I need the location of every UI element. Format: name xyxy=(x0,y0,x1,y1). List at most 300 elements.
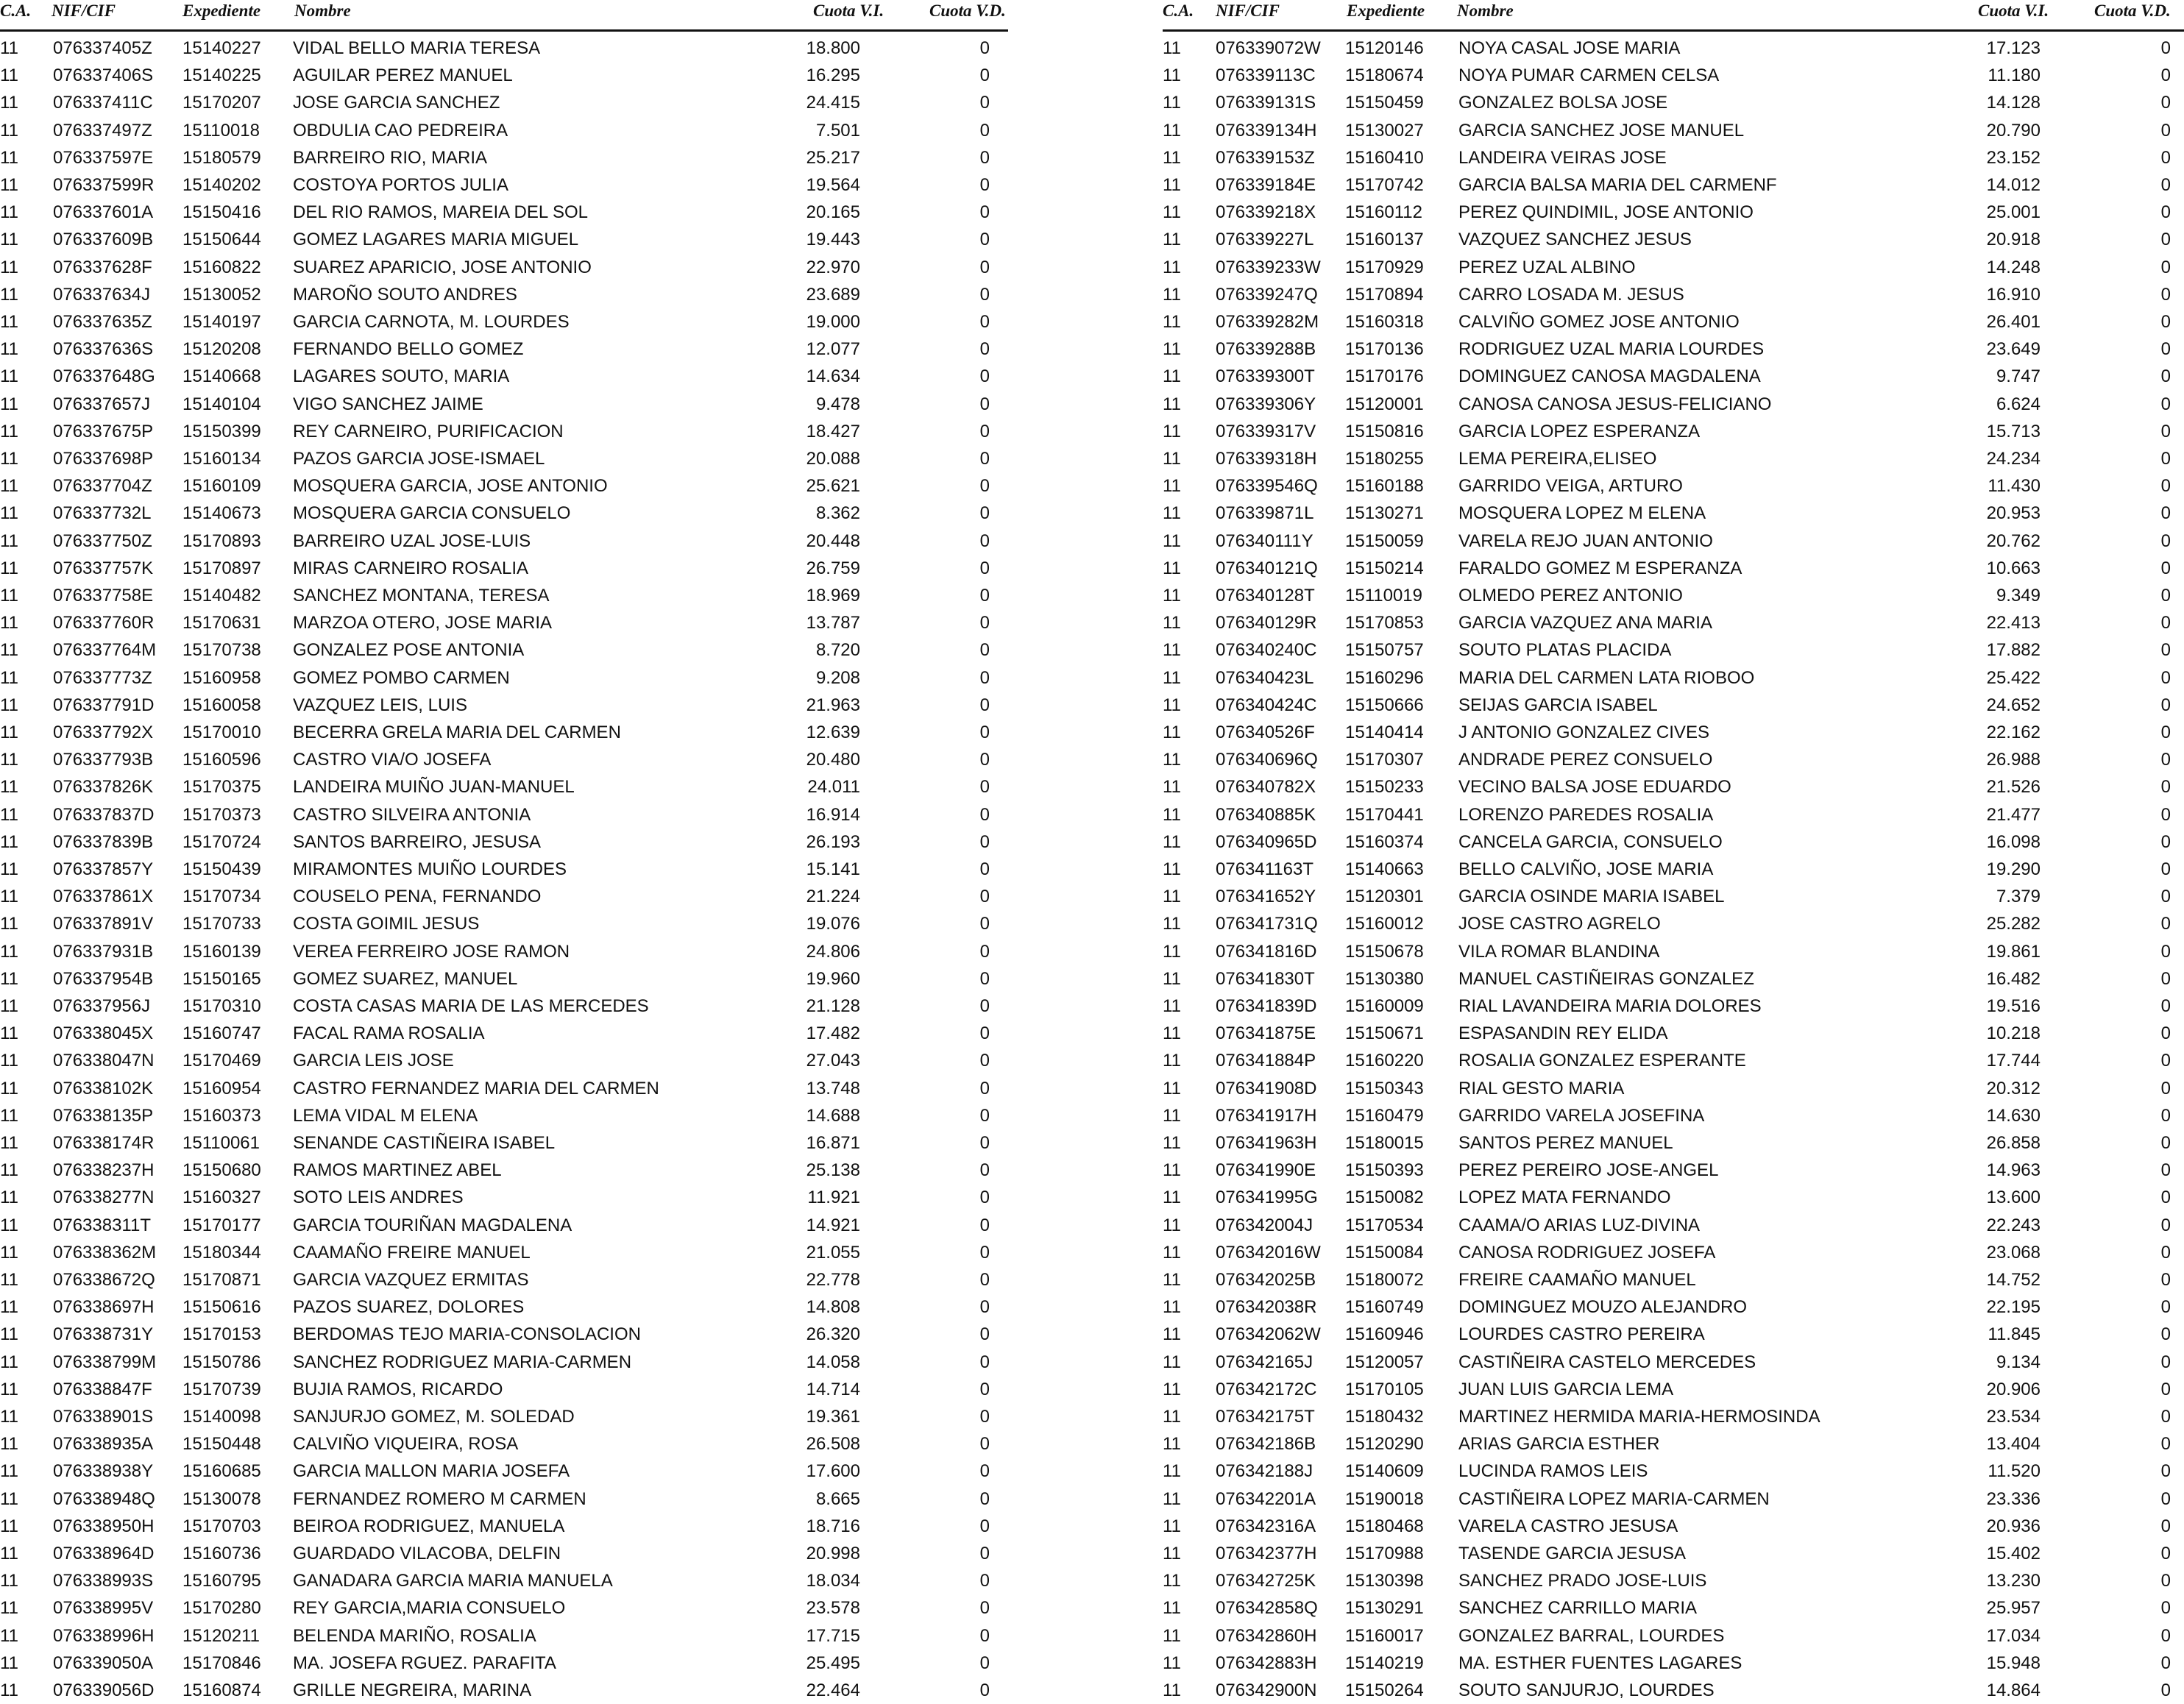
row-cuota-vd: 0 xyxy=(979,394,990,414)
table-row xyxy=(1163,1075,2184,1102)
row-ca: 11 xyxy=(0,914,18,934)
row-nif: 076338277N xyxy=(53,1188,155,1208)
row-expediente: 15170734 xyxy=(182,887,261,907)
row-nif: 076341884P xyxy=(1216,1051,1316,1071)
row-ca: 11 xyxy=(1163,1133,1181,1153)
table-row xyxy=(0,1293,1008,1321)
row-cuota-vd: 0 xyxy=(2160,1270,2171,1290)
row-expediente: 15140673 xyxy=(182,503,261,524)
table-row xyxy=(1163,1047,2184,1074)
row-nombre: GONZALEZ BARRAL, LOURDES xyxy=(1458,1625,1725,1646)
table-row xyxy=(1163,281,2184,308)
row-expediente: 15170703 xyxy=(182,1516,261,1536)
row-nombre: BARREIRO UZAL JOSE-LUIS xyxy=(293,530,531,551)
row-ca: 11 xyxy=(1163,1105,1181,1126)
row-cuota-vd: 0 xyxy=(979,996,990,1016)
row-cuota-vi: 14.808 xyxy=(806,1297,860,1318)
row-cuota-vi: 22.195 xyxy=(1986,1297,2041,1318)
row-expediente: 15160747 xyxy=(182,1023,261,1044)
row-cuota-vd: 0 xyxy=(2160,558,2171,578)
row-expediente: 15170739 xyxy=(182,1379,261,1399)
row-expediente: 15160134 xyxy=(182,449,261,469)
table-row xyxy=(1163,664,2184,692)
row-expediente: 15170469 xyxy=(182,1051,261,1071)
table-row xyxy=(1163,1485,2184,1513)
row-expediente: 15150082 xyxy=(1345,1188,1424,1208)
table-row xyxy=(1163,719,2184,746)
row-expediente: 15170893 xyxy=(182,530,261,551)
table-row xyxy=(1163,555,2184,582)
row-ca: 11 xyxy=(1163,1571,1181,1591)
row-cuota-vd: 0 xyxy=(979,120,990,141)
row-nif: 076342201A xyxy=(1216,1488,1316,1509)
row-nif: 076337628F xyxy=(53,257,152,277)
row-expediente: 15130398 xyxy=(1345,1571,1424,1591)
row-expediente: 15180255 xyxy=(1345,449,1424,469)
row-ca: 11 xyxy=(1163,1407,1181,1427)
row-cuota-vd: 0 xyxy=(2160,1544,2171,1563)
row-nombre: GRILLE NEGREIRA, MARINA xyxy=(293,1680,532,1700)
row-cuota-vd: 0 xyxy=(979,1352,990,1372)
row-expediente: 15160874 xyxy=(182,1680,261,1700)
row-nombre: BEIROA RODRIGUEZ, MANUELA xyxy=(293,1516,565,1536)
row-cuota-vd: 0 xyxy=(979,1598,990,1619)
row-ca: 11 xyxy=(0,1516,18,1536)
row-cuota-vi: 21.963 xyxy=(806,695,860,715)
row-expediente: 15160109 xyxy=(182,476,261,497)
row-nif: 076341917H xyxy=(1216,1105,1317,1126)
table-row xyxy=(1163,993,2184,1020)
table-row xyxy=(1163,528,2184,555)
row-nombre: OBDULIA CAO PEDREIRA xyxy=(293,120,508,141)
row-ca: 11 xyxy=(0,859,18,879)
row-nif: 076337634J xyxy=(53,284,151,305)
row-cuota-vi: 23.152 xyxy=(1986,147,2041,168)
row-ca: 11 xyxy=(0,1625,18,1646)
table-row xyxy=(0,418,1008,445)
row-ca: 11 xyxy=(1163,449,1181,469)
row-nombre: NOYA PUMAR CARMEN CELSA xyxy=(1458,65,1720,86)
row-expediente: 15150233 xyxy=(1345,777,1424,798)
row-nif: 076342004J xyxy=(1216,1215,1313,1235)
header-ca: C.A. xyxy=(1163,1,1194,20)
table-row xyxy=(1163,828,2184,856)
table-row xyxy=(1163,609,2184,636)
row-nif: 076337764M xyxy=(53,640,157,661)
row-nif: 076338847F xyxy=(53,1379,152,1399)
row-nif: 076338697H xyxy=(53,1297,155,1318)
row-ca: 11 xyxy=(0,1160,18,1181)
row-nif: 076338311T xyxy=(53,1215,152,1235)
table-row xyxy=(0,62,1008,89)
table-row xyxy=(0,363,1008,390)
row-cuota-vd: 0 xyxy=(2160,202,2171,223)
row-cuota-vi: 14.921 xyxy=(806,1215,860,1235)
row-cuota-vd: 0 xyxy=(2160,1461,2171,1482)
row-nif: 076340423L xyxy=(1216,667,1314,688)
row-cuota-vi: 22.413 xyxy=(1986,613,2041,633)
row-nombre: GARCIA OSINDE MARIA ISABEL xyxy=(1458,887,1725,907)
row-expediente: 15130271 xyxy=(1345,503,1424,524)
row-cuota-vi: 27.043 xyxy=(806,1051,860,1071)
row-cuota-vd: 0 xyxy=(2160,1215,2171,1235)
row-nombre: LOPEZ MATA FERNANDO xyxy=(1458,1188,1671,1208)
row-expediente: 15170136 xyxy=(1345,339,1424,360)
table-row xyxy=(0,883,1008,910)
row-cuota-vd: 0 xyxy=(979,1105,990,1126)
row-nif: 076337793B xyxy=(53,750,154,770)
row-cuota-vi: 17.882 xyxy=(1986,640,2041,661)
row-nif: 076337837D xyxy=(53,804,155,825)
row-cuota-vd: 0 xyxy=(2160,120,2171,141)
row-cuota-vd: 0 xyxy=(2160,1571,2171,1591)
row-ca: 11 xyxy=(0,530,18,551)
row-cuota-vi: 16.295 xyxy=(806,65,860,86)
row-ca: 11 xyxy=(1163,230,1181,250)
row-nombre: PEREZ PEREIRO JOSE-ANGEL xyxy=(1458,1160,1719,1181)
table-row xyxy=(1163,1540,2184,1567)
row-expediente: 15160946 xyxy=(1345,1324,1424,1345)
table-row xyxy=(0,308,1008,336)
row-nombre: GARCIA VAZQUEZ ANA MARIA xyxy=(1458,613,1712,633)
row-expediente: 15170010 xyxy=(182,723,261,742)
row-cuota-vi: 23.068 xyxy=(1986,1242,2041,1263)
row-nombre: CALVIÑO GOMEZ JOSE ANTONIO xyxy=(1458,312,1740,332)
row-cuota-vd: 0 xyxy=(2160,667,2171,688)
row-expediente: 15170724 xyxy=(182,831,261,852)
row-cuota-vd: 0 xyxy=(2160,503,2171,524)
row-nif: 076338993S xyxy=(53,1571,154,1591)
row-nif: 076337636S xyxy=(53,339,154,360)
table-row xyxy=(1163,883,2184,910)
row-cuota-vi: 9.208 xyxy=(815,667,860,688)
row-expediente: 15160479 xyxy=(1345,1105,1424,1126)
row-nombre: MA. ESTHER FUENTES LAGARES xyxy=(1458,1652,1742,1673)
row-nombre: GARCIA LOPEZ ESPERANZA xyxy=(1458,421,1701,441)
row-nombre: GARCIA CARNOTA, M. LOURDES xyxy=(293,312,570,332)
right-table-header xyxy=(1163,0,2184,32)
row-nif: 076342377H xyxy=(1216,1544,1317,1563)
row-nombre: GOMEZ POMBO CARMEN xyxy=(293,667,510,688)
row-cuota-vi: 23.578 xyxy=(806,1598,860,1619)
row-ca: 11 xyxy=(1163,1461,1181,1482)
table-row xyxy=(0,35,1008,62)
header-cuota-vd: Cuota V.D. xyxy=(929,1,1006,20)
row-cuota-vi: 20.918 xyxy=(1986,230,2041,250)
row-nombre: ESPASANDIN REY ELIDA xyxy=(1458,1023,1668,1044)
row-cuota-vi: 24.011 xyxy=(807,777,860,798)
row-nif: 076338135P xyxy=(53,1105,154,1126)
row-nif: 076342175T xyxy=(1216,1407,1315,1427)
row-cuota-vd: 0 xyxy=(2160,1324,2171,1345)
row-cuota-vd: 0 xyxy=(2160,1160,2171,1181)
row-ca: 11 xyxy=(0,120,18,141)
row-expediente: 15170871 xyxy=(182,1270,261,1290)
row-cuota-vd: 0 xyxy=(2160,1051,2171,1071)
row-nombre: JUAN LUIS GARCIA LEMA xyxy=(1458,1379,1674,1399)
table-row xyxy=(0,144,1008,171)
row-cuota-vi: 14.714 xyxy=(806,1379,860,1399)
row-nif: 076342860H xyxy=(1216,1625,1317,1646)
table-row xyxy=(1163,965,2184,993)
row-expediente: 15150264 xyxy=(1345,1680,1424,1700)
row-nombre: VAZQUEZ SANCHEZ JESUS xyxy=(1458,230,1692,250)
row-nif: 076337839B xyxy=(53,831,154,852)
row-ca: 11 xyxy=(1163,147,1181,168)
row-ca: 11 xyxy=(0,312,18,332)
row-cuota-vd: 0 xyxy=(979,914,990,934)
row-nif: 076341875E xyxy=(1216,1023,1316,1044)
row-cuota-vi: 19.000 xyxy=(806,312,860,332)
row-ca: 11 xyxy=(0,613,18,633)
row-nif: 076339050A xyxy=(53,1652,154,1673)
row-cuota-vi: 26.858 xyxy=(1986,1133,2041,1153)
table-row xyxy=(0,445,1008,472)
row-cuota-vd: 0 xyxy=(2160,859,2171,879)
table-row xyxy=(0,1594,1008,1622)
row-expediente: 15150059 xyxy=(1345,530,1424,551)
row-ca: 11 xyxy=(1163,175,1181,195)
table-row xyxy=(1163,801,2184,828)
row-nif: 076338362M xyxy=(53,1242,157,1263)
row-ca: 11 xyxy=(1163,1242,1181,1263)
row-cuota-vd: 0 xyxy=(979,503,990,524)
row-nif: 076339227L xyxy=(1216,230,1314,250)
table-row xyxy=(0,993,1008,1020)
row-ca: 11 xyxy=(1163,93,1181,113)
row-nif: 076337497Z xyxy=(53,120,152,141)
row-nif: 076342316A xyxy=(1216,1516,1316,1536)
row-nombre: VAZQUEZ LEIS, LUIS xyxy=(293,695,467,715)
row-ca: 11 xyxy=(0,202,18,223)
row-cuota-vi: 14.752 xyxy=(1986,1270,2041,1290)
row-cuota-vi: 14.248 xyxy=(1986,257,2041,277)
row-expediente: 15130291 xyxy=(1345,1598,1424,1619)
row-expediente: 15150644 xyxy=(182,230,261,250)
row-expediente: 15140219 xyxy=(1345,1652,1424,1673)
row-cuota-vd: 0 xyxy=(979,941,990,962)
row-cuota-vi: 21.526 xyxy=(1986,777,2041,798)
row-ca: 11 xyxy=(0,257,18,277)
row-nombre: SUAREZ APARICIO, JOSE ANTONIO xyxy=(293,257,592,277)
table-row xyxy=(1163,391,2184,418)
row-cuota-vi: 19.076 xyxy=(806,914,860,934)
row-expediente: 15130078 xyxy=(182,1488,261,1509)
row-cuota-vd: 0 xyxy=(979,1488,990,1509)
row-cuota-vd: 0 xyxy=(2160,449,2171,469)
row-cuota-vd: 0 xyxy=(979,804,990,825)
row-ca: 11 xyxy=(1163,831,1181,852)
row-cuota-vi: 11.921 xyxy=(807,1188,860,1208)
row-expediente: 15150671 xyxy=(1345,1023,1424,1044)
row-nombre: REY CARNEIRO, PURIFICACION xyxy=(293,421,564,441)
row-ca: 11 xyxy=(1163,530,1181,551)
row-cuota-vd: 0 xyxy=(2160,93,2171,113)
row-cuota-vi: 25.422 xyxy=(1986,667,2041,688)
row-cuota-vd: 0 xyxy=(2160,1078,2171,1098)
row-nif: 076338047N xyxy=(53,1051,155,1071)
row-cuota-vd: 0 xyxy=(2160,640,2171,661)
row-nif: 076338948Q xyxy=(53,1488,155,1509)
row-expediente: 15170534 xyxy=(1345,1215,1424,1235)
row-expediente: 15140225 xyxy=(182,65,261,86)
row-nombre: SANCHEZ RODRIGUEZ MARIA-CARMEN xyxy=(293,1352,632,1372)
row-nif: 076339282M xyxy=(1216,312,1319,332)
row-cuota-vd: 0 xyxy=(979,1078,990,1098)
row-cuota-vi: 8.720 xyxy=(815,640,860,661)
row-nombre: REY GARCIA,MARIA CONSUELO xyxy=(293,1598,566,1619)
row-ca: 11 xyxy=(0,968,18,989)
table-row xyxy=(0,938,1008,965)
row-nombre: SANCHEZ CARRILLO MARIA xyxy=(1458,1598,1698,1619)
row-nombre: SANCHEZ PRADO JOSE-LUIS xyxy=(1458,1571,1707,1591)
row-ca: 11 xyxy=(0,339,18,360)
row-expediente: 15170373 xyxy=(182,804,261,825)
row-ca: 11 xyxy=(1163,1680,1181,1700)
row-nif: 076337931B xyxy=(53,941,154,962)
row-cuota-vi: 20.312 xyxy=(1986,1078,2041,1098)
table-row xyxy=(0,1129,1008,1157)
row-ca: 11 xyxy=(0,284,18,305)
table-row xyxy=(0,1321,1008,1348)
row-nombre: CAAMAÑO FREIRE MANUEL xyxy=(293,1242,531,1263)
row-ca: 11 xyxy=(1163,1297,1181,1318)
row-ca: 11 xyxy=(1163,1625,1181,1646)
table-row xyxy=(0,965,1008,993)
row-expediente: 15150393 xyxy=(1345,1160,1424,1181)
row-ca: 11 xyxy=(1163,65,1181,86)
row-expediente: 15140202 xyxy=(182,175,261,195)
row-expediente: 15140197 xyxy=(182,312,261,332)
row-nombre: VARELA CASTRO JESUSA xyxy=(1458,1516,1678,1536)
row-nombre: LANDEIRA VEIRAS JOSE xyxy=(1458,147,1667,168)
row-nombre: BECERRA GRELA MARIA DEL CARMEN xyxy=(293,723,621,742)
row-nif: 076337698P xyxy=(53,449,154,469)
row-nif: 076337891V xyxy=(53,914,154,934)
row-cuota-vd: 0 xyxy=(2160,804,2171,825)
row-nif: 076338672Q xyxy=(53,1270,155,1290)
table-row xyxy=(1163,62,2184,89)
row-nif: 076337956J xyxy=(53,996,151,1016)
row-nif: 076339317V xyxy=(1216,421,1316,441)
row-nombre: SEIJAS GARCIA ISABEL xyxy=(1458,695,1658,715)
row-expediente: 15170733 xyxy=(182,914,261,934)
row-expediente: 15170310 xyxy=(182,996,261,1016)
row-expediente: 15120301 xyxy=(1345,887,1424,907)
row-expediente: 15120057 xyxy=(1345,1352,1424,1372)
table-row xyxy=(1163,1321,2184,1348)
row-expediente: 15150343 xyxy=(1345,1078,1424,1098)
row-nif: 076342016W xyxy=(1216,1242,1321,1263)
row-nif: 076338237H xyxy=(53,1160,155,1181)
row-cuota-vi: 24.415 xyxy=(806,93,860,113)
row-ca: 11 xyxy=(0,804,18,825)
row-ca: 11 xyxy=(0,421,18,441)
row-cuota-vi: 18.427 xyxy=(806,421,860,441)
row-nombre: SANTOS BARREIRO, JESUSA xyxy=(293,831,541,852)
row-cuota-vi: 21.055 xyxy=(806,1242,860,1263)
row-cuota-vd: 0 xyxy=(2160,941,2171,962)
row-nombre: SENANDE CASTIÑEIRA ISABEL xyxy=(293,1133,556,1153)
row-nombre: GARCIA TOURIÑAN MAGDALENA xyxy=(293,1215,572,1235)
row-nombre: FACAL RAMA ROSALIA xyxy=(293,1023,485,1044)
row-cuota-vd: 0 xyxy=(979,1407,990,1427)
row-nombre: GOMEZ LAGARES MARIA MIGUEL xyxy=(293,230,579,250)
table-row xyxy=(0,528,1008,555)
row-nombre: CASTRO FERNANDEZ MARIA DEL CARMEN xyxy=(293,1078,659,1098)
row-nif: 076338996H xyxy=(53,1625,155,1646)
row-cuota-vi: 7.501 xyxy=(815,120,860,141)
row-cuota-vd: 0 xyxy=(979,1188,990,1208)
row-expediente: 15160410 xyxy=(1345,147,1424,168)
table-row xyxy=(0,801,1008,828)
row-nombre: VILA ROMAR BLANDINA xyxy=(1458,941,1660,962)
row-ca: 11 xyxy=(0,1297,18,1318)
row-expediente: 15180015 xyxy=(1345,1133,1424,1153)
row-cuota-vi: 26.508 xyxy=(806,1434,860,1455)
table-row xyxy=(1163,910,2184,937)
row-cuota-vi: 12.077 xyxy=(806,339,860,360)
row-expediente: 15160795 xyxy=(182,1571,261,1591)
row-cuota-vi: 14.688 xyxy=(806,1105,860,1126)
row-nombre: BELENDA MARIÑO, ROSALIA xyxy=(293,1625,536,1646)
row-ca: 11 xyxy=(1163,120,1181,141)
row-ca: 11 xyxy=(0,230,18,250)
row-expediente: 15150666 xyxy=(1345,695,1424,715)
row-cuota-vi: 20.953 xyxy=(1986,503,2041,524)
row-expediente: 15160318 xyxy=(1345,312,1424,332)
row-nif: 076341830T xyxy=(1216,968,1315,989)
row-cuota-vd: 0 xyxy=(979,147,990,168)
row-cuota-vd: 0 xyxy=(979,586,990,606)
row-cuota-vd: 0 xyxy=(2160,147,2171,168)
row-ca: 11 xyxy=(0,1488,18,1509)
row-cuota-vd: 0 xyxy=(2160,887,2171,907)
row-ca: 11 xyxy=(0,1051,18,1071)
row-nif: 076339306Y xyxy=(1216,394,1316,414)
row-cuota-vd: 0 xyxy=(979,887,990,907)
row-ca: 11 xyxy=(1163,968,1181,989)
row-nif: 076337791D xyxy=(53,695,155,715)
table-row xyxy=(1163,89,2184,116)
row-cuota-vi: 19.361 xyxy=(806,1407,860,1427)
row-nif: 076338995V xyxy=(53,1598,154,1619)
row-cuota-vd: 0 xyxy=(979,421,990,441)
row-expediente: 15140104 xyxy=(182,394,261,414)
row-nif: 076342186B xyxy=(1216,1434,1316,1455)
row-cuota-vi: 25.001 xyxy=(1986,202,2041,223)
row-nombre: COUSELO PENA, FERNANDO xyxy=(293,887,542,907)
row-nif: 076337792X xyxy=(53,723,154,742)
row-nombre: GARRIDO VARELA JOSEFINA xyxy=(1458,1105,1705,1126)
row-cuota-vd: 0 xyxy=(2160,476,2171,497)
table-row xyxy=(0,89,1008,116)
row-nif: 076342165J xyxy=(1216,1352,1313,1372)
row-ca: 11 xyxy=(0,1571,18,1591)
row-ca: 11 xyxy=(0,640,18,661)
table-row xyxy=(1163,1376,2184,1403)
row-ca: 11 xyxy=(1163,1188,1181,1208)
row-expediente: 15160685 xyxy=(182,1461,261,1482)
row-cuota-vd: 0 xyxy=(2160,38,2171,58)
row-expediente: 15170207 xyxy=(182,93,261,113)
row-cuota-vi: 20.790 xyxy=(1986,120,2041,141)
row-ca: 11 xyxy=(1163,804,1181,825)
row-expediente: 15180344 xyxy=(182,1242,261,1263)
row-cuota-vi: 20.936 xyxy=(1986,1516,2041,1536)
row-cuota-vd: 0 xyxy=(979,640,990,661)
row-nombre: COSTA GOIMIL JESUS xyxy=(293,914,480,934)
